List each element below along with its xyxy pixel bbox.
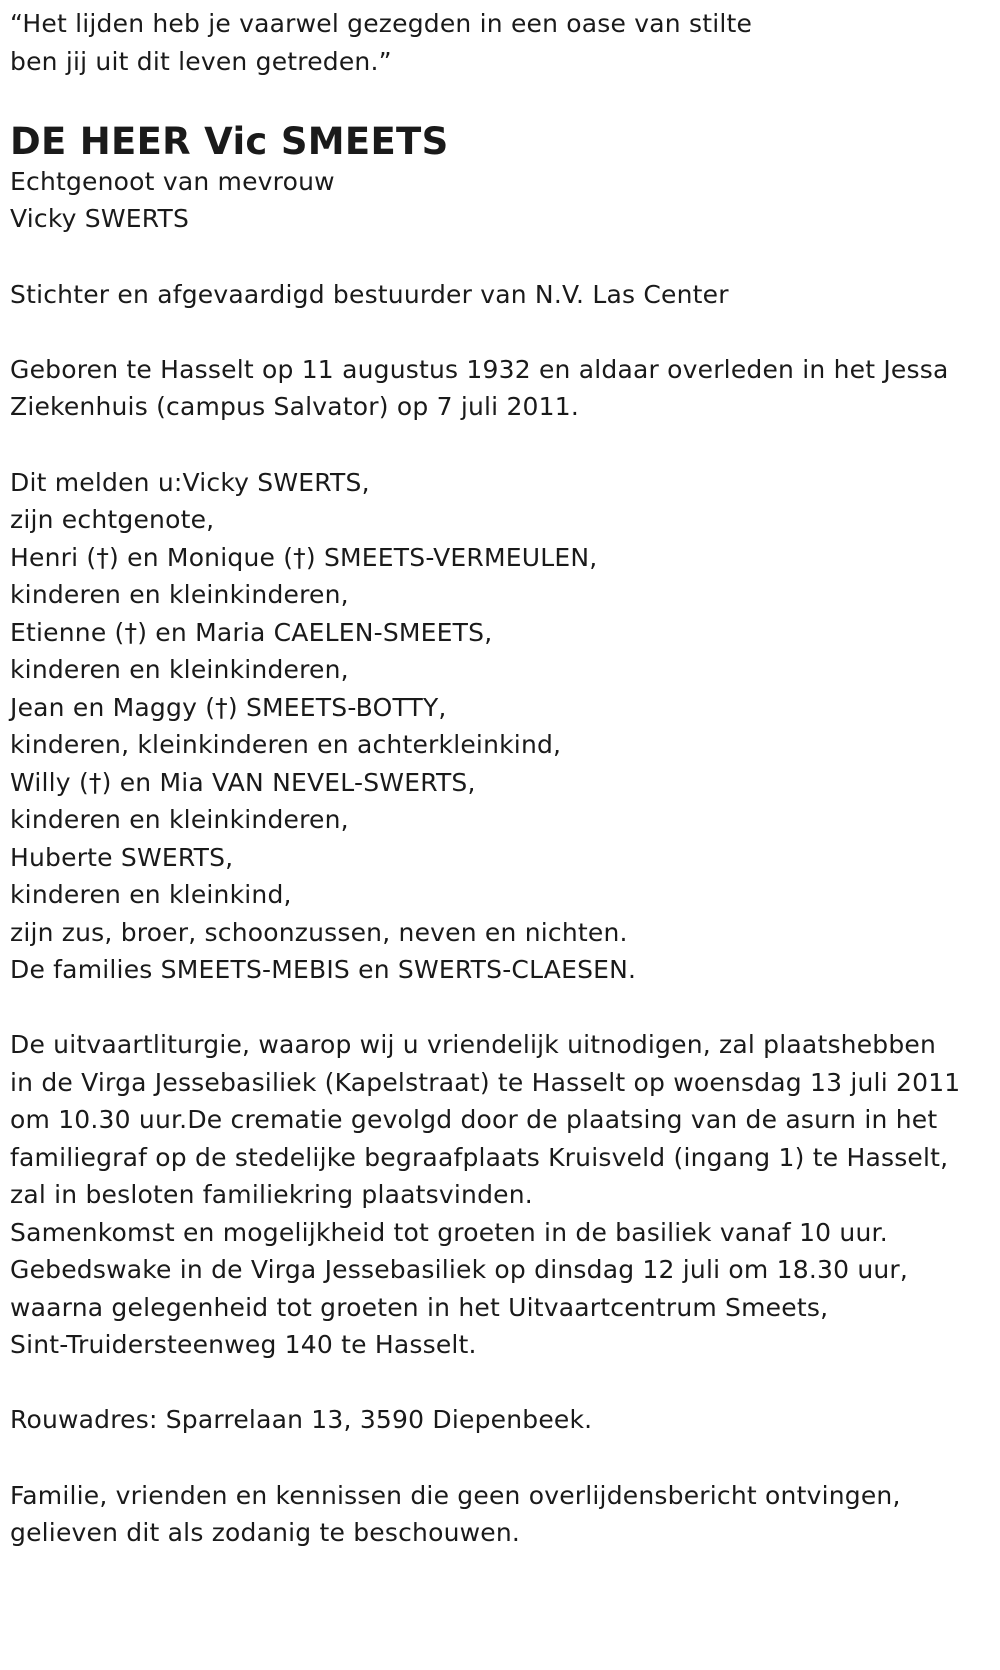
family-line: zijn echtgenote, — [10, 505, 215, 534]
family-line: kinderen en kleinkinderen, — [10, 655, 349, 684]
closing-line-2: gelieven dit als zodanig te beschouwen. — [10, 1518, 521, 1547]
birth-death-line-2: Ziekenhuis (campus Salvator) op 7 juli 2011. — [10, 392, 580, 421]
family-line: Huberte SWERTS, — [10, 843, 234, 872]
funeral-line: Gebedswake in de Virga Jessebasiliek op dinsdag 12 juli om 18.30 uur, — [10, 1255, 909, 1284]
deceased-name: DE HEER Vic SMEETS — [10, 120, 449, 163]
role-line: Stichter en afgevaardigd bestuurder van N.V. Las Center — [10, 280, 729, 309]
family-line: Etienne (†) en Maria CAELEN-SMEETS, — [10, 618, 493, 647]
funeral-line: De uitvaartliturgie, waarop wij u vriendelijk uitnodigen, zal plaatshebben — [10, 1030, 937, 1059]
family-line: kinderen en kleinkind, — [10, 880, 292, 909]
mourning-address: Rouwadres: Sparrelaan 13, 3590 Diepenbeek. — [10, 1405, 593, 1434]
funeral-line: zal in besloten familiekring plaatsvinden. — [10, 1180, 533, 1209]
funeral-line: waarna gelegenheid tot groeten in het Uitvaartcentrum Smeets, — [10, 1293, 829, 1322]
family-line: Willy (†) en Mia VAN NEVEL-SWERTS, — [10, 768, 476, 797]
family-line: kinderen en kleinkinderen, — [10, 580, 349, 609]
funeral-line: in de Virga Jessebasiliek (Kapelstraat) te Hasselt op woensdag 13 juli 2011 — [10, 1068, 961, 1097]
funeral-line: Sint-Truidersteenweg 140 te Hasselt. — [10, 1330, 477, 1359]
family-line: Dit melden u:Vicky SWERTS, — [10, 468, 370, 497]
spouse-name: Vicky SWERTS — [10, 204, 190, 233]
family-line: kinderen en kleinkinderen, — [10, 805, 349, 834]
birth-death-line-1: Geboren te Hasselt op 11 augustus 1932 en aldaar overleden in het Jessa — [10, 355, 949, 384]
spouse-intro: Echtgenoot van mevrouw — [10, 167, 335, 196]
funeral-line: om 10.30 uur.De crematie gevolgd door de plaatsing van de asurn in het — [10, 1105, 938, 1134]
funeral-line: Samenkomst en mogelijkheid tot groeten in de basiliek vanaf 10 uur. — [10, 1218, 888, 1247]
quote-line-1: “Het lijden heb je vaarwel gezegden in een oase van stilte — [10, 9, 753, 38]
family-line: kinderen, kleinkinderen en achterkleinkind, — [10, 730, 562, 759]
family-line: Jean en Maggy (†) SMEETS-BOTTY, — [10, 693, 447, 722]
funeral-line: familiegraf op de stedelijke begraafplaats Kruisveld (ingang 1) te Hasselt, — [10, 1143, 949, 1172]
closing-line-1: Familie, vrienden en kennissen die geen overlijdensbericht ontvingen, — [10, 1481, 901, 1510]
family-line: De families SMEETS-MEBIS en SWERTS-CLAESEN. — [10, 955, 637, 984]
quote-line-2: ben jij uit dit leven getreden.” — [10, 47, 392, 76]
family-line: Henri (†) en Monique (†) SMEETS-VERMEULEN, — [10, 543, 598, 572]
family-line: zijn zus, broer, schoonzussen, neven en nichten. — [10, 918, 628, 947]
